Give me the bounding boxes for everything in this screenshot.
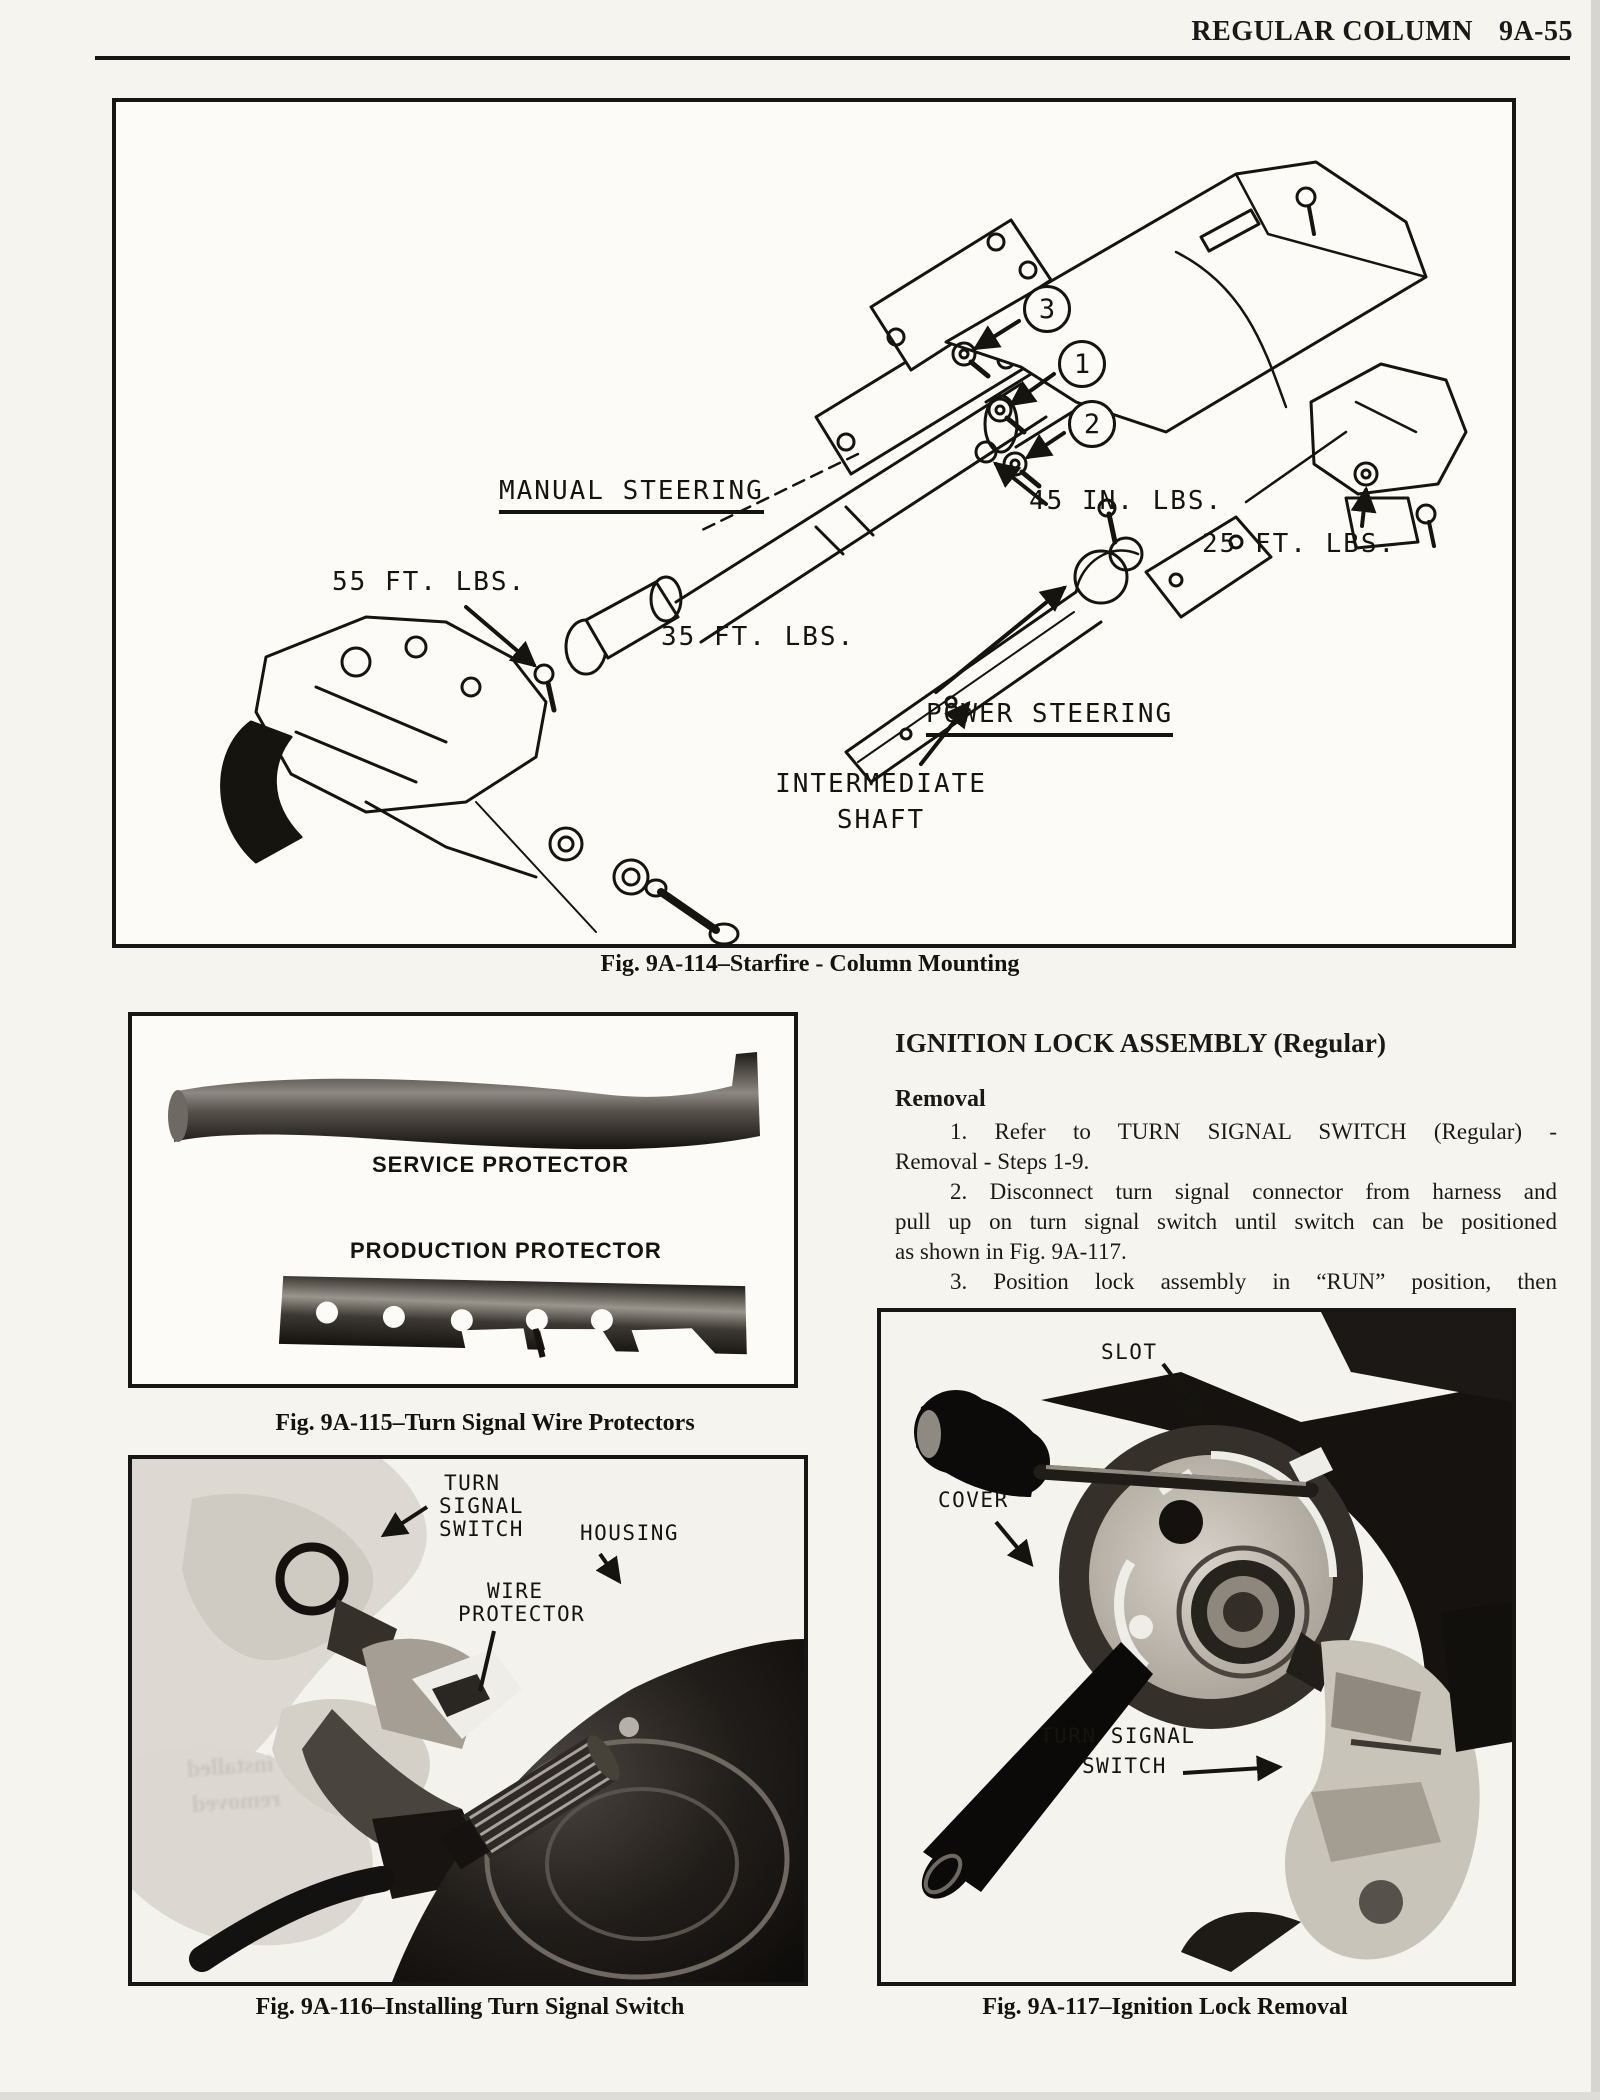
bleed-through-text: installed (186, 1751, 275, 1783)
label-manual-steering: MANUAL STEERING (499, 477, 764, 514)
label-turn-signal: TURN SIGNAL (1040, 1724, 1196, 1748)
label-service-protector: SERVICE PROTECTOR (372, 1152, 630, 1177)
scan-edge (0, 2092, 1600, 2100)
label-cover: COVER (938, 1488, 1009, 1512)
figure-9a117 (877, 1308, 1516, 1986)
callout-2: 2 (1068, 400, 1116, 448)
label-intermediate-shaft: SHAFT (836, 805, 926, 835)
label-slot: SLOT (1101, 1340, 1158, 1364)
label-intermediate: INTERMEDIATE (775, 769, 987, 799)
caption-fig-9a115: Fig. 9A-115–Turn Signal Wire Protectors (275, 1410, 695, 1436)
header-rule (95, 56, 1570, 60)
figure-9a116 (128, 1455, 808, 1986)
body-line: 3. Position lock assembly in “RUN” position, then (950, 1269, 1557, 1294)
header-page-number: 9A-55 (1498, 16, 1573, 47)
header-title: REGULAR COLUMN (1191, 16, 1473, 47)
page-header (95, 16, 1573, 48)
caption-fig-9a114: Fig. 9A-114–Starfire - Column Mounting (600, 951, 1020, 977)
bleed-through-text: removed (191, 1785, 282, 1819)
caption-fig-9a117: Fig. 9A-117–Ignition Lock Removal (982, 1994, 1348, 2020)
label-protector: PROTECTOR (458, 1602, 586, 1626)
wire-protectors-photo (132, 1016, 794, 1384)
label-25-ft-lbs: 25 FT. LBS. (1202, 529, 1397, 559)
label-production-protector: PRODUCTION PROTECTOR (350, 1238, 662, 1263)
body-line: pull up on turn signal switch until switch can be positioned (895, 1209, 1557, 1234)
label-35-ft-lbs: 35 FT. LBS. (661, 622, 856, 652)
label-signal: SIGNAL (439, 1494, 524, 1518)
caption-fig-9a116: Fig. 9A-116–Installing Turn Signal Switch (255, 1994, 685, 2020)
ignition-lock-photo (881, 1312, 1512, 1982)
scan-edge (1591, 0, 1600, 2100)
label-45-in-lbs: 45 IN. LBS. (1029, 486, 1224, 516)
figure-9a115 (128, 1012, 798, 1388)
figure-9a114 (112, 98, 1516, 948)
body-line: Removal - Steps 1-9. (895, 1149, 1090, 1174)
body-line: as shown in Fig. 9A-117. (895, 1239, 1127, 1264)
callout-1: 1 (1058, 340, 1106, 388)
label-wire: WIRE (487, 1579, 544, 1603)
label-turn: TURN (444, 1471, 501, 1495)
label-power-steering: POWER STEERING (926, 700, 1173, 737)
callout-3: 3 (1023, 285, 1071, 333)
subsection-removal: Removal (895, 1086, 986, 1112)
section-heading: IGNITION LOCK ASSEMBLY (Regular) (895, 1028, 1387, 1058)
body-line: 1. Refer to TURN SIGNAL SWITCH (Regular) - (950, 1119, 1557, 1144)
label-switch: SWITCH (439, 1517, 524, 1541)
body-line: 2. Disconnect turn signal connector from harness and (950, 1179, 1557, 1204)
label-housing: HOUSING (580, 1521, 680, 1545)
label-55-ft-lbs: 55 FT. LBS. (332, 567, 527, 597)
label-turn-signal-switch: SWITCH (1082, 1754, 1167, 1778)
